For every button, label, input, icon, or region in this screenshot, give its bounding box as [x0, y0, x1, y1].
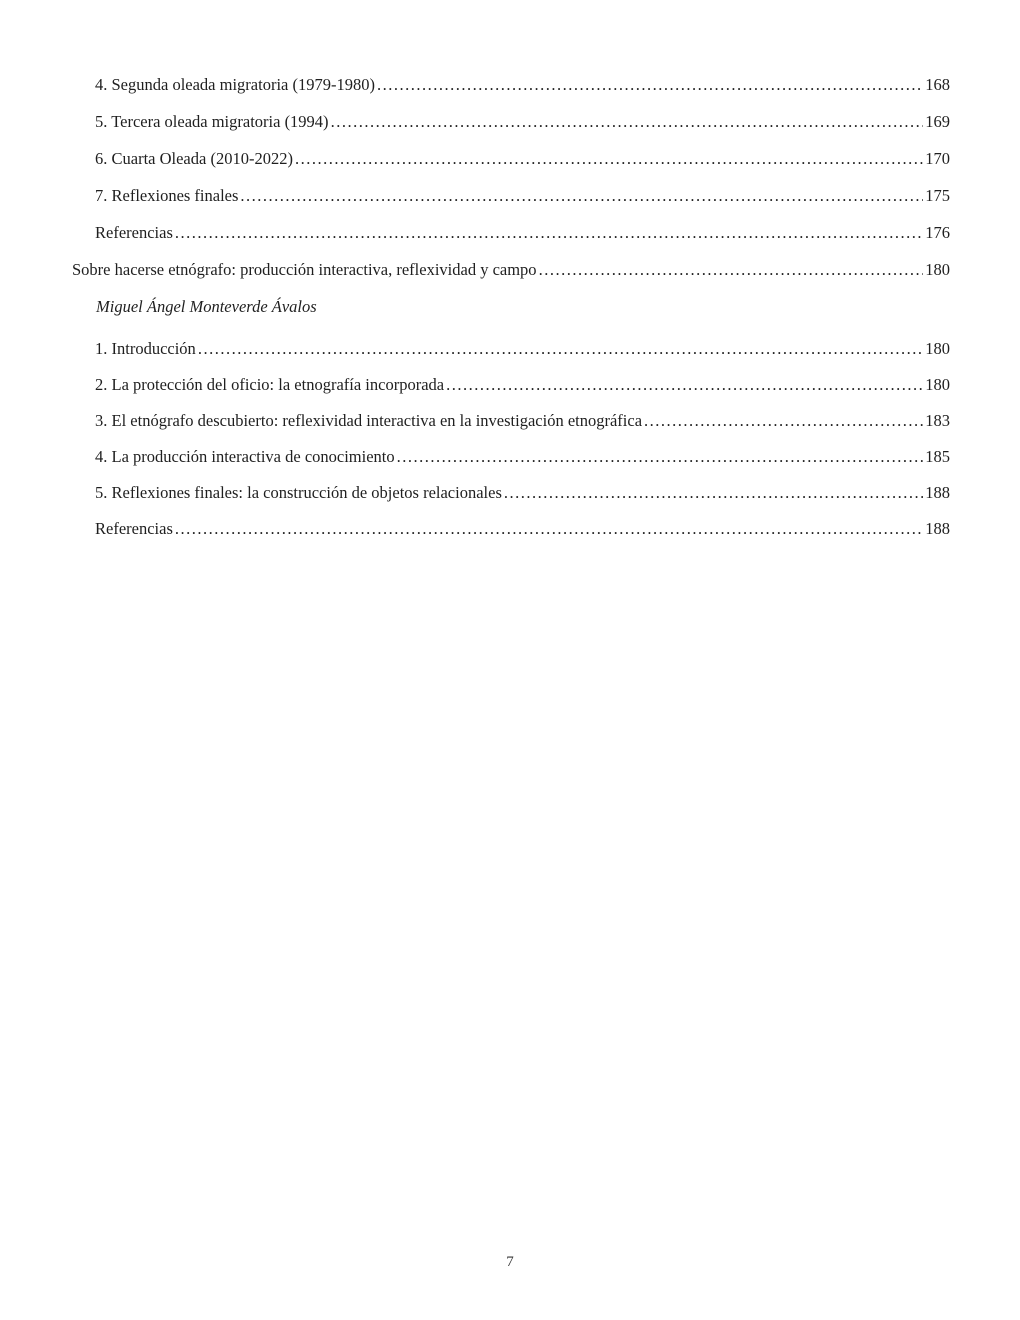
toc-entry-page: 175	[925, 186, 950, 205]
toc-entry-page: 169	[925, 112, 950, 131]
toc-entry	[72, 483, 950, 503]
toc-entry-page: 176	[925, 223, 950, 242]
dot-leader	[240, 186, 923, 206]
toc-entry-label: 5. Reflexiones finales: la construcción de objetos relacionales	[95, 483, 502, 502]
toc-entry-page: 183	[925, 411, 950, 430]
toc-entry-label: 1. Introducción	[95, 339, 196, 358]
folio-page-number: 7	[506, 1254, 514, 1270]
dot-leader	[198, 339, 923, 359]
toc-entry	[72, 75, 950, 95]
toc-entry-label: Referencias	[95, 223, 173, 242]
toc-entry-label: 4. Segunda oleada migratoria (1979-1980)	[95, 75, 375, 94]
toc-entry-page: 188	[925, 483, 950, 502]
dot-leader	[377, 75, 923, 95]
toc-entry-page: 188	[925, 519, 950, 538]
dot-leader	[175, 223, 923, 243]
dot-leader	[644, 411, 923, 431]
toc-chapter-entry	[72, 260, 950, 280]
toc-entry-page: 180	[925, 375, 950, 394]
toc-entry-label: 5. Tercera oleada migratoria (1994)	[95, 112, 329, 131]
toc-entry	[72, 411, 950, 431]
toc-entry-page: 170	[925, 149, 950, 168]
dot-leader	[397, 447, 924, 467]
dot-leader	[504, 483, 923, 503]
toc-entry-page: 185	[925, 447, 950, 466]
toc-entry	[72, 375, 950, 395]
toc-entry-page: 180	[925, 339, 950, 358]
toc-entry-label: 4. La producción interactiva de conocimiento	[95, 447, 395, 466]
toc-entry-label: 2. La protección del oficio: la etnografía incorporada	[95, 375, 445, 394]
toc-entry	[72, 186, 950, 206]
dot-leader	[539, 260, 924, 280]
toc-entry-label: 7. Reflexiones finales	[95, 186, 239, 205]
dot-leader	[331, 112, 924, 132]
toc-chapter-author: Miguel Ángel Monteverde Ávalos	[96, 297, 317, 316]
toc-entry	[72, 519, 950, 539]
dot-leader	[295, 149, 923, 169]
toc-entry-label: Referencias	[95, 519, 173, 538]
dot-leader	[446, 375, 923, 395]
toc-entry	[72, 223, 950, 243]
toc-entry-label: 3. El etnógrafo descubierto: reflexividad interactiva en la investigación etnográfica	[95, 411, 643, 430]
toc-entry	[72, 149, 950, 169]
toc-chapter-title: Sobre hacerse etnógrafo: producción interactiva, reflexividad y campo	[72, 260, 537, 279]
toc-chapter-page: 180	[925, 260, 950, 279]
toc-entry	[72, 112, 950, 132]
dot-leader	[175, 519, 923, 539]
toc-entry-page: 168	[925, 75, 950, 94]
toc-entry	[72, 339, 950, 359]
toc-entry	[72, 447, 950, 467]
toc-entry-label: 6. Cuarta Oleada (2010-2022)	[95, 149, 293, 168]
table-of-contents	[72, 75, 950, 555]
